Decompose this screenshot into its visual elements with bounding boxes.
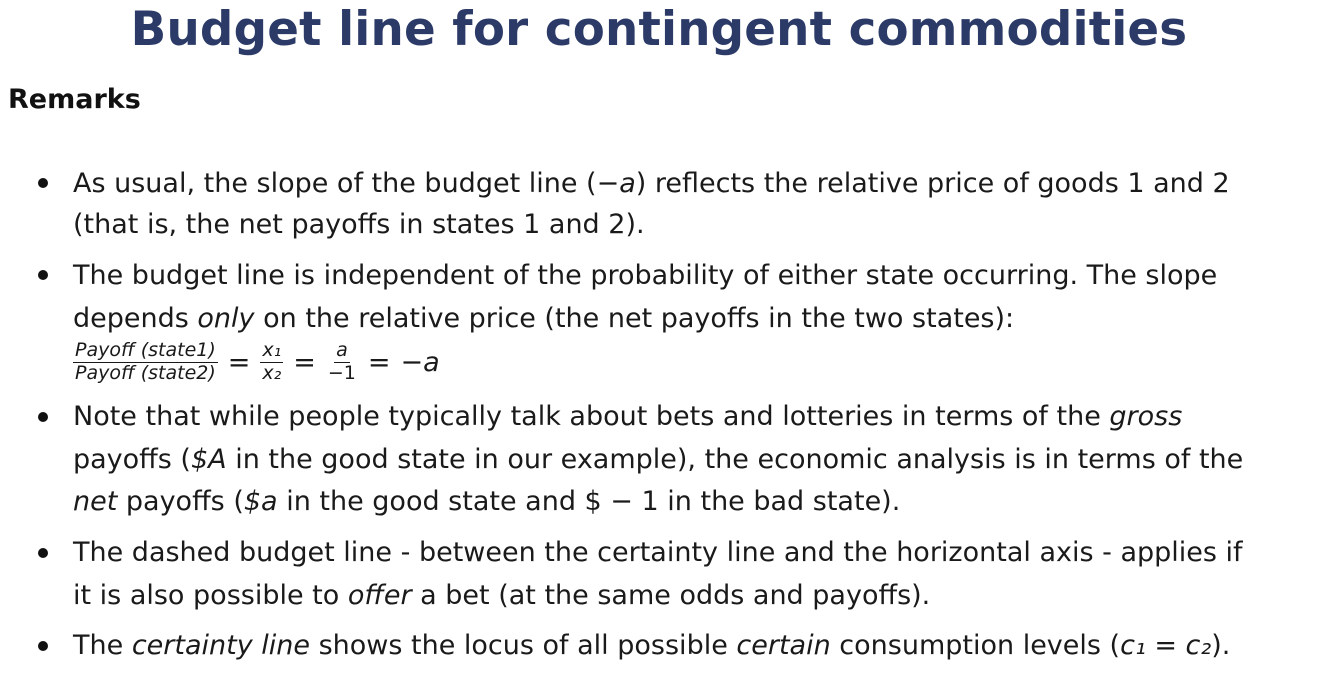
bullet-3-line-2	[73, 446, 1243, 473]
bullet-4-line-2	[73, 582, 930, 609]
bullet-3-line-1	[73, 403, 1182, 430]
bullet-4-line-1	[73, 539, 1243, 566]
text-span: a bet (at the same odds and payoffs).	[411, 580, 931, 611]
emphasis: only	[197, 303, 255, 334]
bullet-2-line-2	[73, 305, 1014, 332]
emphasis: certain	[736, 630, 831, 661]
text-span: The	[73, 630, 132, 661]
text-span: in the bad state).	[658, 486, 901, 517]
bullet-dot	[38, 548, 48, 558]
payoff-fraction	[73, 340, 218, 385]
math-span: c₁ = c₂	[1120, 630, 1212, 661]
text-span: payoffs (	[117, 486, 244, 517]
text-span: consumption levels (	[830, 630, 1121, 661]
bullet-1-line-1	[73, 170, 1230, 197]
bullet-5-line-1	[73, 632, 1230, 659]
text-span: payoffs (	[73, 444, 191, 475]
text-span: ) reflects the relative price of goods 1 and 2	[635, 168, 1230, 199]
math-span: −a	[596, 168, 636, 199]
numerator: x₁	[262, 339, 282, 361]
text-span: depends	[73, 303, 198, 334]
equals-sign: =	[227, 346, 251, 378]
text-span: it is also possible to	[73, 580, 348, 611]
text-span: ).	[1211, 630, 1231, 661]
bullet-2-line-1	[73, 262, 1217, 289]
denominator: −1	[327, 361, 356, 384]
text-span: The budget line is independent of the probability of either state occurring. The slope	[73, 260, 1218, 291]
numerator: Payoff (state1)	[75, 339, 216, 361]
emphasis: offer	[347, 580, 412, 611]
price-fraction	[326, 340, 358, 385]
bullet-3-line-3	[73, 488, 900, 515]
denominator: x₂	[262, 361, 282, 384]
math-span: $a	[243, 486, 278, 517]
text-span: (that is, the net payoffs in states 1 and 2).	[73, 209, 645, 240]
text-span: As usual, the slope of the budget line (	[73, 168, 597, 199]
text-span: The dashed budget line - between the certainty line and the horizontal axis - applies if	[73, 537, 1243, 568]
remarks-heading: Remarks	[8, 84, 141, 115]
slope-formula	[73, 340, 450, 385]
bullet-1-line-2	[73, 211, 645, 238]
bullet-dot	[38, 641, 48, 651]
quantity-fraction	[260, 340, 283, 385]
math-span: $ − 1	[584, 486, 659, 517]
bullet-dot	[38, 270, 48, 280]
text-span: in the good state in our example), the economic analysis is in terms of the	[226, 444, 1244, 475]
emphasis: net	[73, 486, 118, 517]
equals-sign: =	[367, 346, 391, 378]
emphasis: certainty line	[131, 630, 310, 661]
math-span: $A	[190, 444, 227, 475]
page-title: Budget line for contingent commodities	[130, 2, 1188, 57]
text-span: on the relative price (the net payoffs in the two states):	[254, 303, 1015, 334]
bullet-dot	[38, 412, 48, 422]
equals-sign: =	[293, 346, 316, 378]
text-span: shows the locus of all possible	[310, 630, 737, 661]
bullet-dot	[38, 178, 48, 188]
text-span: in the good state and	[277, 486, 585, 517]
text-span: Note that while people typically talk about bets and lotteries in terms of the	[73, 401, 1110, 432]
result: −a	[400, 346, 440, 378]
emphasis: gross	[1109, 401, 1183, 432]
numerator: a	[336, 339, 348, 361]
denominator: Payoff (state2)	[75, 361, 216, 384]
